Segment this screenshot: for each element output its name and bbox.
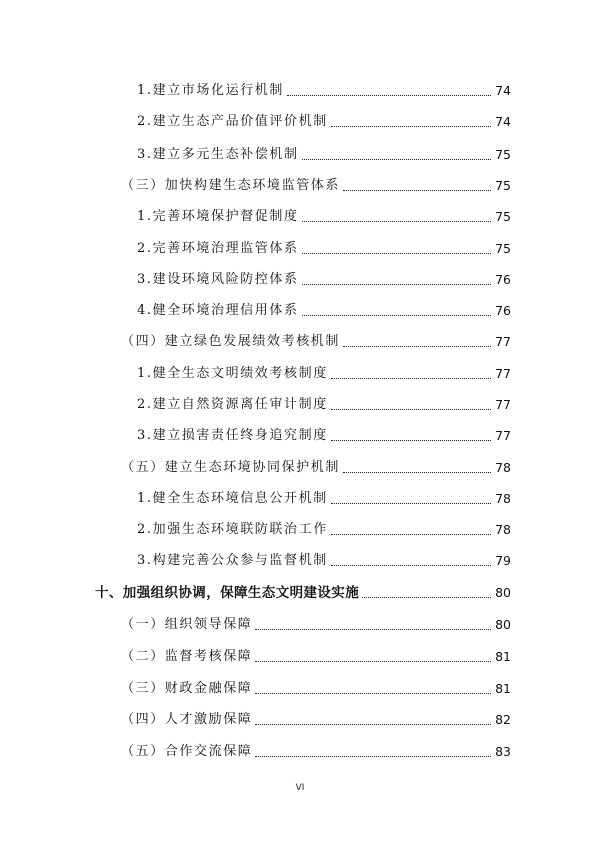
toc-page-number: 80 (495, 585, 511, 600)
toc-entry-text: 3.建立多元生态补偿机制 (137, 147, 299, 162)
toc-entry-text: （一）组织领导保障 (121, 617, 253, 632)
toc-entry-text: （三）财政金融保障 (121, 681, 253, 696)
toc-page-number: 81 (495, 649, 511, 664)
dot-leader (343, 190, 491, 191)
toc-entry[interactable] (137, 205, 511, 225)
toc-entry-text: 2.建立自然资源离任审计制度 (137, 397, 328, 412)
dot-leader (255, 629, 491, 630)
toc-entry-text: （二）监督考核保障 (121, 649, 253, 664)
toc-entry[interactable] (137, 237, 511, 257)
dot-leader (331, 503, 491, 504)
dot-leader (362, 597, 491, 598)
toc-page-number: 79 (495, 553, 511, 568)
toc-page-number: 74 (495, 83, 511, 98)
dot-leader (302, 284, 491, 285)
toc-entry-text: 1.健全生态环境信息公开机制 (137, 491, 328, 506)
toc-page-number: 75 (495, 209, 511, 224)
toc-page-number: 78 (495, 522, 511, 537)
dot-leader (331, 378, 491, 379)
toc-entry-text: 4.健全环境治理信用体系 (137, 303, 299, 318)
toc-entry[interactable] (137, 549, 511, 569)
dot-leader (331, 440, 491, 441)
toc-entry-text: 3.建设环境风险防控体系 (137, 272, 299, 287)
toc-page-number: 75 (495, 147, 511, 162)
toc-page-number: 77 (495, 428, 511, 443)
dot-leader (331, 409, 491, 410)
toc-page-number: 76 (495, 303, 511, 318)
toc-page-number: 75 (495, 178, 511, 193)
page-number-footer: VI (295, 783, 305, 793)
toc-entry[interactable] (121, 330, 511, 350)
toc-entry-text: 1.建立市场化运行机制 (137, 83, 285, 98)
toc-entry[interactable] (121, 613, 511, 633)
toc-page-number: 83 (495, 744, 511, 759)
toc-entry-text: 十、加强组织协调，保障生态文明建设实施 (95, 585, 360, 601)
toc-entry[interactable] (121, 456, 511, 476)
toc-entry[interactable] (121, 740, 511, 760)
toc-entry-text: （三）加快构建生态环境监管体系 (121, 178, 341, 193)
dot-leader (302, 315, 491, 316)
dot-leader (287, 95, 491, 96)
toc-entry-text: 1.健全生态文明绩效考核制度 (137, 366, 328, 381)
dot-leader (255, 661, 491, 662)
dot-leader (255, 756, 491, 757)
dot-leader (255, 724, 491, 725)
toc-page-number: 78 (495, 460, 511, 475)
toc-entry[interactable] (137, 518, 511, 538)
toc-entry[interactable] (121, 174, 511, 194)
toc-entry[interactable] (137, 487, 511, 507)
toc-entry[interactable] (137, 362, 511, 382)
toc-entry-text: （四）人才激励保障 (121, 712, 253, 727)
dot-leader (343, 472, 491, 473)
toc-entry-text: 2.加强生态环境联防联治工作 (137, 522, 328, 537)
toc-entry[interactable] (121, 708, 511, 728)
toc-entry[interactable] (137, 393, 511, 413)
toc-entry[interactable] (121, 645, 511, 665)
dot-leader (302, 253, 491, 254)
toc-entry[interactable] (137, 268, 511, 288)
toc-page-number: 81 (495, 681, 511, 696)
dot-leader (343, 346, 491, 347)
toc-entry[interactable] (137, 424, 511, 444)
toc-entry-text: 3.构建完善公众参与监督机制 (137, 553, 328, 568)
dot-leader (255, 693, 491, 694)
toc-entry[interactable] (137, 143, 511, 163)
toc-entry-text: （五）建立生态环境协同保护机制 (121, 460, 341, 475)
toc-page-number: 75 (495, 241, 511, 256)
toc-page-number: 80 (495, 617, 511, 632)
toc-page-number: 76 (495, 272, 511, 287)
dot-leader (302, 159, 491, 160)
toc-entry-text: 2.完善环境治理监管体系 (137, 241, 299, 256)
toc-entry-text: 1.完善环境保护督促制度 (137, 209, 299, 224)
toc-page-number: 77 (495, 334, 511, 349)
toc-entry[interactable] (137, 79, 511, 99)
toc-page-number: 77 (495, 397, 511, 412)
toc-page-number: 82 (495, 712, 511, 727)
toc-page-number: 78 (495, 491, 511, 506)
dot-leader (331, 565, 491, 566)
toc-entry-text: 3.建立损害责任终身追究制度 (137, 428, 328, 443)
toc-entry-text: （四）建立绿色发展绩效考核机制 (121, 334, 341, 349)
toc-entry[interactable] (121, 677, 511, 697)
dot-leader (302, 221, 491, 222)
toc-entry[interactable] (137, 110, 511, 130)
toc-entry-text: 2.建立生态产品价值评价机制 (137, 114, 328, 129)
dot-leader (331, 534, 491, 535)
toc-entry[interactable] (137, 299, 511, 319)
dot-leader (331, 126, 491, 127)
toc-entry-text: （五）合作交流保障 (121, 744, 253, 759)
toc-chapter-entry[interactable] (95, 581, 511, 601)
toc-page-number: 74 (495, 114, 511, 129)
toc-page-number: 77 (495, 366, 511, 381)
